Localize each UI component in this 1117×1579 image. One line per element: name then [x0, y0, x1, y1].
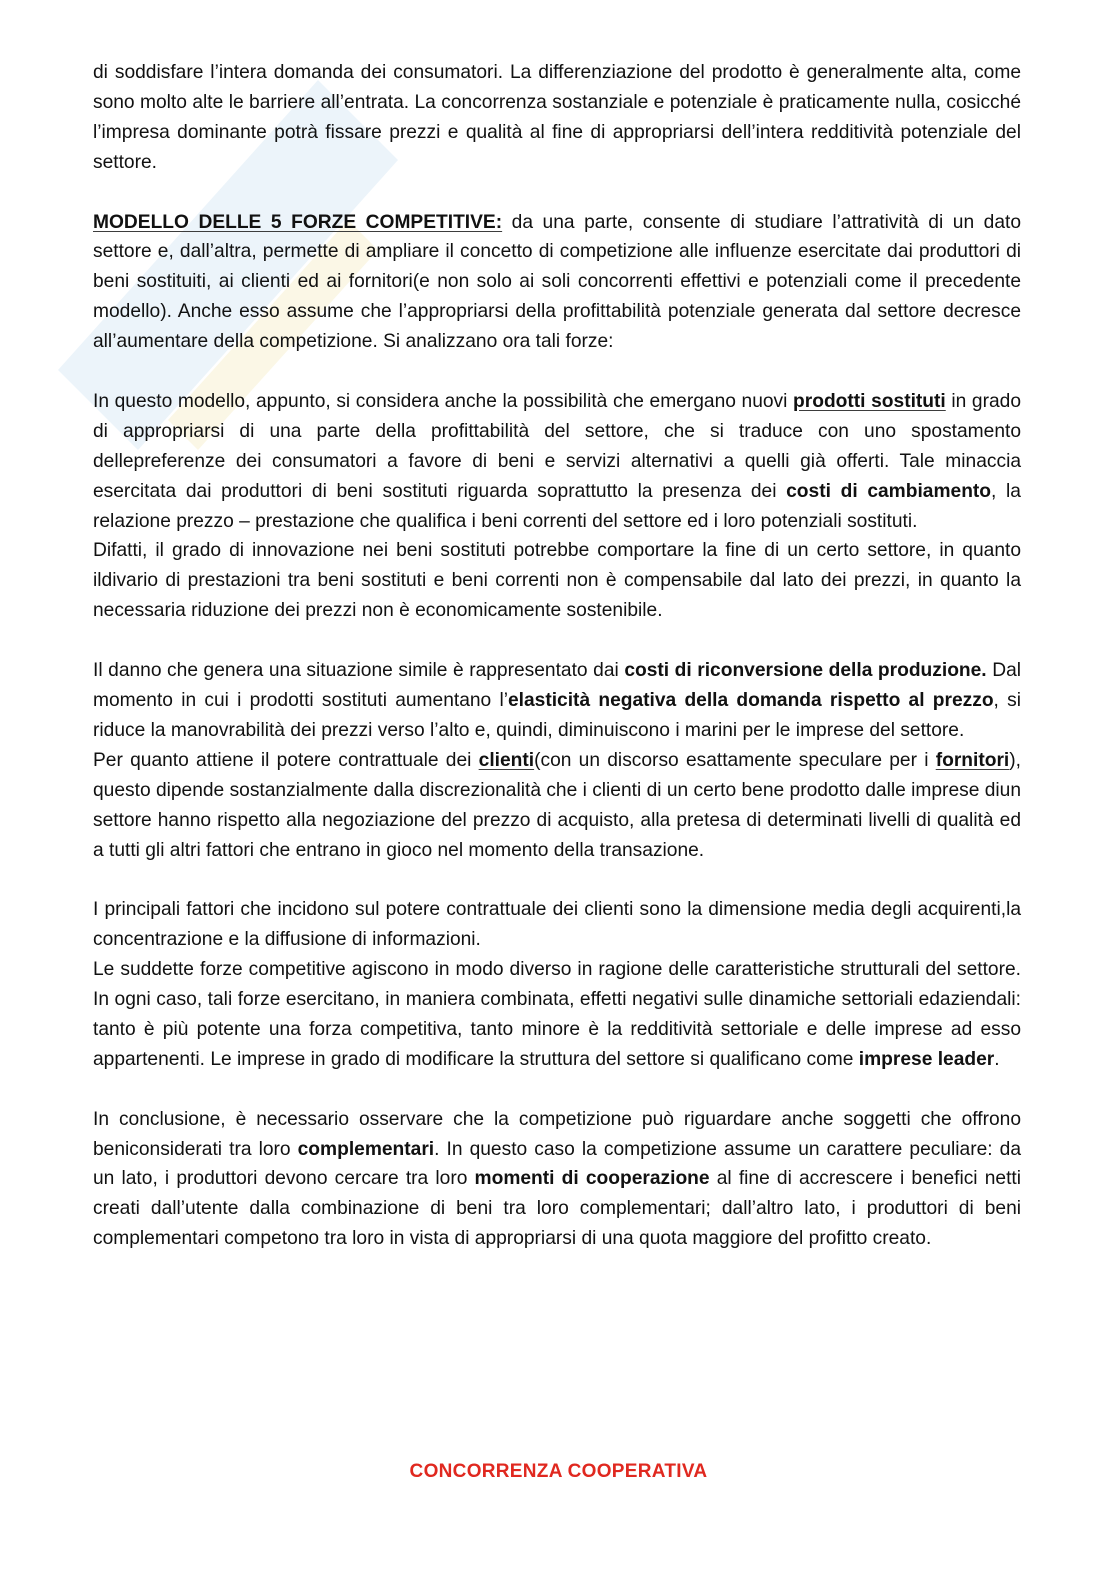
five-forces-heading: MODELLO DELLE 5 FORZE COMPETITIVE: — [93, 211, 503, 233]
paragraph-substitutes — [93, 387, 1021, 537]
text-fragment: . — [994, 1048, 1000, 1070]
text-fragment: Per quanto attiene il potere contrattuale dei — [93, 749, 479, 771]
paragraph-intro: di soddisfare l’intera domanda dei consumatori. La differenziazione del prodotto è generalmente alta, come sono molto alte le barriere all’entrata. La concorrenza sostanziale e potenziale è praticamente nulla, cosicché l’impresa dominante potrà fissare prezzi e qualità al fine di appropriarsi dell’intera redditività potenziale del settore. — [93, 62, 1021, 173]
term-fornitori: fornitori — [935, 749, 1010, 771]
text-fragment: , si riduce la manovrabilità dei prezzi verso l’alto e, quindi, diminuiscono i marini per le imprese del settore. — [93, 689, 1021, 741]
text-fragment: al fine di accrescere i benefici netti creati dall’utente dalla combinazione di beni tra loro complementari; dall’altro lato, i produttori di beni complementari competono tra loro in vista di appropriarsi di una quota maggiore del profitto creato. — [93, 1168, 1021, 1250]
term-prodotti-sostituti: prodotti sostituti — [793, 390, 946, 412]
paragraph-innovation: Difatti, il grado di innovazione nei beni sostituti potrebbe comportare la fine di un certo settore, in quanto ildivario di prestazioni tra beni sostituti e beni correnti non è compensabile dal lato dei prezzi, in quanto la necessaria riduzione dei prezzi non è economicamente sostenibile. — [93, 540, 1021, 622]
text-fragment: Le suddette forze competitive agiscono in modo diverso in ragione delle caratteristiche strutturali del settore. In ogni caso, tali forze esercitano, in maniera combinata, effetti negativi sulle dinamiche settoriali edaziendali: tanto è più potente una forza competitiva, tanto minore è la redditività settoriale e delle imprese ad esso appartenenti. Le imprese in grado di modificare la struttura del settore si qualificano come — [93, 959, 1021, 1070]
text-fragment: (con un discorso esattamente speculare per i — [534, 749, 936, 771]
paragraph-forces-effects — [93, 955, 1021, 1075]
term-complementari: complementari — [297, 1138, 435, 1160]
term-clienti: clienti — [478, 749, 535, 771]
term-imprese-leader: imprese leader — [858, 1048, 995, 1070]
paragraph-five-forces — [93, 208, 1021, 358]
text-fragment: In conclusione, è necessario osservare che la competizione può riguardare anche soggetti che offrono beniconsiderati tra loro — [93, 1108, 1021, 1160]
paragraph-reconversion — [93, 656, 1021, 746]
text-fragment: ), questo dipende sostanzialmente dalla discrezionalità che i clienti di un certo bene prodotto dalle imprese diun settore hanno rispetto alla negoziazione del prezzo di acquisto, alla pretesa di determinati livelli di qualità ed a tutti gli altri fattori che entrano in gioco nel momento della transazione. — [93, 749, 1021, 861]
text-fragment: Dal momento in cui i prodotti sostituti aumentano l’ — [93, 660, 1022, 711]
text-fragment: In questo modello, appunto, si considera anche la possibilità che emergano nuovi — [93, 390, 794, 412]
text-fragment: in grado di appropriarsi di una parte della profittabilità del settore, che si traduce con uno spostamento dellepreferenze dei consumatori a favore di beni e servizi alternativi a quelli già offerti. Tale minaccia esercitata dai produttori di beni sostituti riguarda soprattutto la presenza dei — [93, 390, 1022, 502]
term-momenti-cooperazione: momenti di cooperazione — [474, 1168, 710, 1190]
term-costi-di-cambiamento: costi di cambiamento — [786, 480, 992, 502]
text-fragment: Il danno che genera una situazione simile è rappresentato dai — [93, 660, 625, 682]
term-elasticita: elasticità negativa della domanda rispetto al prezzo — [507, 689, 994, 711]
term-costi-riconversione: costi di riconversione della produzione. — [624, 660, 987, 682]
paragraph-factors: I principali fattori che incidono sul potere contrattuale dei clienti sono la dimensione media degli acquirenti,la concentrazione e la diffusione di informazioni. — [93, 899, 1021, 951]
five-forces-text: da una parte, consente di studiare l’attratività di un dato settore e, dall’altra, permette di ampliare il concetto di competizione alle influenze esercitate dai produttori di beni sostituiti, ai clienti ed ai fornitori(e non solo ai soli concorrenti effettivi e potenziali come il precedente modello). Anche esso assume che l’appropriarsi della profittabilità potenziale generata dal settore decresce all’aumentare della competizione. Si analizzano ora tali forze: — [93, 211, 1021, 353]
text-fragment: . In questo caso la competizione assume un carattere peculiare: da un lato, i produttori devono cercare tra loro — [93, 1138, 1021, 1190]
text-fragment: , la relazione prezzo – prestazione che qualifica i beni correnti del settore ed i loro potenziali sostituti. — [93, 480, 1021, 532]
paragraph-bargaining — [93, 746, 1021, 866]
section-title-concorrenza-cooperativa: CONCORRENZA COOPERATIVA — [409, 1461, 708, 1482]
document-body — [93, 58, 1021, 1254]
paragraph-conclusion — [93, 1105, 1021, 1255]
